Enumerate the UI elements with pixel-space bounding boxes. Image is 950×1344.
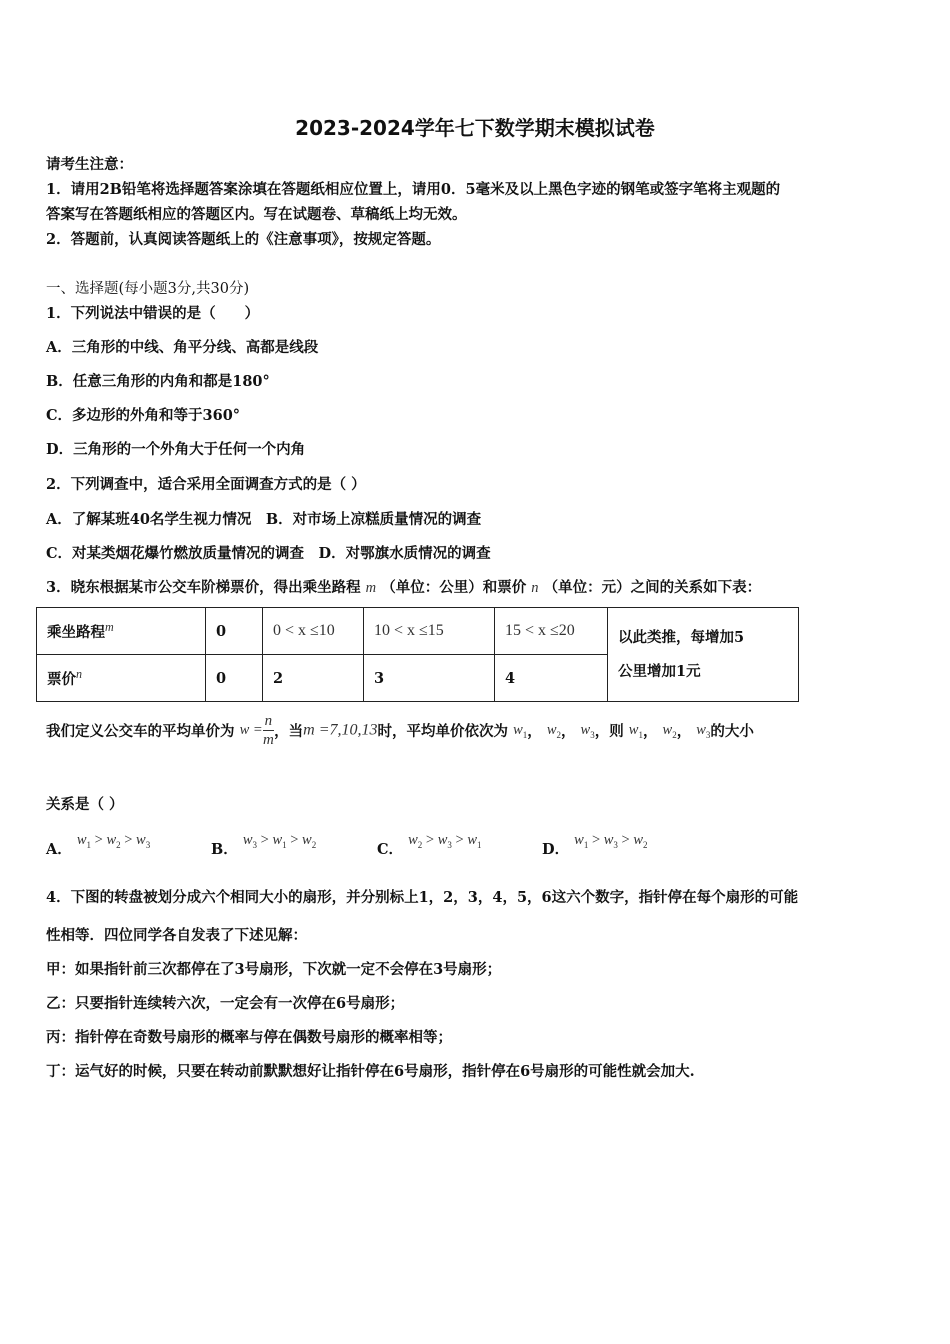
- table-row: [37, 608, 799, 655]
- notice-line-2: 答案写在答题纸相应的答题区内。写在试题卷、草稿纸上均无效。: [46, 206, 467, 223]
- formula-lhs: w =: [239, 722, 263, 738]
- row1-label: 乘坐路程: [47, 623, 105, 641]
- q3-then: ，则: [594, 723, 624, 740]
- q3-relation: 关系是（ ）: [46, 796, 124, 813]
- q3-option-a: A． $w_1 > w_2 > w_3$: [46, 832, 151, 858]
- table-cell: 3: [364, 655, 495, 702]
- formula-denominator: m: [262, 732, 274, 748]
- q4-view-bing: 丙：指针停在奇数号扇形的概率与停在偶数号扇形的概率相等；: [46, 1029, 452, 1046]
- row1-label-cell: [37, 608, 206, 655]
- q1-option-b: B．任意三角形的内角和都是180°: [46, 373, 270, 390]
- q3-var-m: m: [365, 580, 377, 596]
- m-values: m =7,10,13: [303, 721, 378, 739]
- row1-label-var: m: [105, 620, 114, 635]
- table-cell: 15 < x ≤20: [495, 608, 608, 655]
- row2-label: 票价: [47, 670, 76, 688]
- q3-stem-pre: 3．晓东根据某市公交车阶梯票价，得出乘坐路程: [46, 579, 361, 596]
- page-title: 2023-2024学年七下数学期末模拟试卷: [295, 116, 655, 140]
- q3-option-b: B． $w_3 > w_1 > w_2$: [211, 832, 317, 858]
- q2-stem: 2．下列调查中，适合采用全面调查方式的是（ ）: [46, 476, 366, 493]
- table-cell: 2: [263, 655, 364, 702]
- q1-option-c: C．多边形的外角和等于360°: [46, 407, 241, 424]
- formula-fraction: [263, 712, 275, 749]
- row2-label-var: n: [76, 667, 83, 682]
- q2-options-cd: C．对某类烟花爆竹燃放质量情况的调查 D．对鄂旗水质情况的调查: [46, 545, 491, 562]
- w1-ref: $w_1$: [628, 721, 643, 740]
- q3-define-pre: 我们定义公交车的平均单价为: [46, 723, 235, 740]
- w2: $w_2$: [546, 721, 561, 740]
- table-cell: 0: [206, 608, 263, 655]
- table-note-line-1: 以此类推，每增加5: [618, 628, 745, 646]
- q3-option-d: D． $w_1 > w_3 > w_2$: [542, 832, 648, 858]
- table-cell: 4: [495, 655, 608, 702]
- q3-stem-post: （单位：元）之间的关系如下表：: [543, 579, 762, 596]
- q3-size-of: 的大小: [710, 723, 754, 740]
- w2-ref: $w_2$: [662, 721, 677, 740]
- q3-define-mid2: 时，平均单价依次为: [377, 723, 509, 740]
- table-note-cell: [608, 608, 799, 702]
- q1-option-d: D．三角形的一个外角大于任何一个内角: [46, 441, 306, 458]
- q3-stem: [46, 576, 761, 597]
- q3-option-c: C． $w_2 > w_3 > w_1$: [377, 832, 482, 858]
- q2-options-ab: A．了解某班40名学生视力情况 B．对市场上凉糕质量情况的调查: [46, 511, 482, 528]
- w3: $w_3$: [580, 721, 595, 740]
- q4-view-ding: 丁：运气好的时候，只要在转动前默默想好让指针停在6号扇形，指针停在6号扇形的可能性就会加大.: [46, 1063, 695, 1080]
- q3-stem-mid: （单位：公里）和票价: [381, 579, 527, 596]
- q1-option-a: A．三角形的中线、角平分线、高都是线段: [46, 339, 319, 356]
- q4-view-yi: 乙：只要指针连续转六次，一定会有一次停在6号扇形；: [46, 995, 405, 1012]
- table-cell: 0: [206, 655, 263, 702]
- notice-line-1: 1．请用2B铅笔将选择题答案涂填在答题纸相应位置上，请用0．5毫米及以上黑色字迹的钢笔或签字笔将主观题的: [46, 181, 781, 198]
- formula-numerator: n: [264, 713, 273, 729]
- table-cell: 10 < x ≤15: [364, 608, 495, 655]
- q3-var-n: n: [531, 580, 539, 596]
- q3-define-mid: ，当: [274, 723, 304, 740]
- notice-heading: 请考生注意：: [46, 156, 133, 173]
- section-heading: 一、选择题(每小题3分,共30分): [46, 281, 250, 297]
- w3-ref: $w_3$: [696, 721, 711, 740]
- row2-label-cell: [37, 655, 206, 702]
- q3-definition: 我们定义公交车的平均单价为 w = $\frac{n}{m}$ ，当m =7,10,13时，平均单价依次为 $w_1$， $w_2$， $w_3$，则 $w_1$， $w_2$， $w_3$的大小: [46, 713, 754, 748]
- table-cell: 0 < x ≤10: [263, 608, 364, 655]
- q4-stem-2: 性相等．四位同学各自发表了下述见解：: [46, 927, 307, 944]
- q4-view-jia: 甲：如果指针前三次都停在了3号扇形，下次就一定不会停在3号扇形；: [46, 961, 502, 978]
- notice-line-3: 2．答题前，认真阅读答题纸上的《注意事项》，按规定答题。: [46, 231, 441, 248]
- w1: $w_1$: [513, 721, 528, 740]
- q1-stem: 1．下列说法中错误的是（ ）: [46, 305, 260, 322]
- fare-table: [36, 607, 799, 702]
- table-note-line-2: 公里增加1元: [618, 662, 701, 680]
- q4-stem-1: 4．下图的转盘被划分成六个相同大小的扇形，并分别标上1，2，3，4，5，6这六个数字，指针停在每个扇形的可能: [46, 889, 799, 906]
